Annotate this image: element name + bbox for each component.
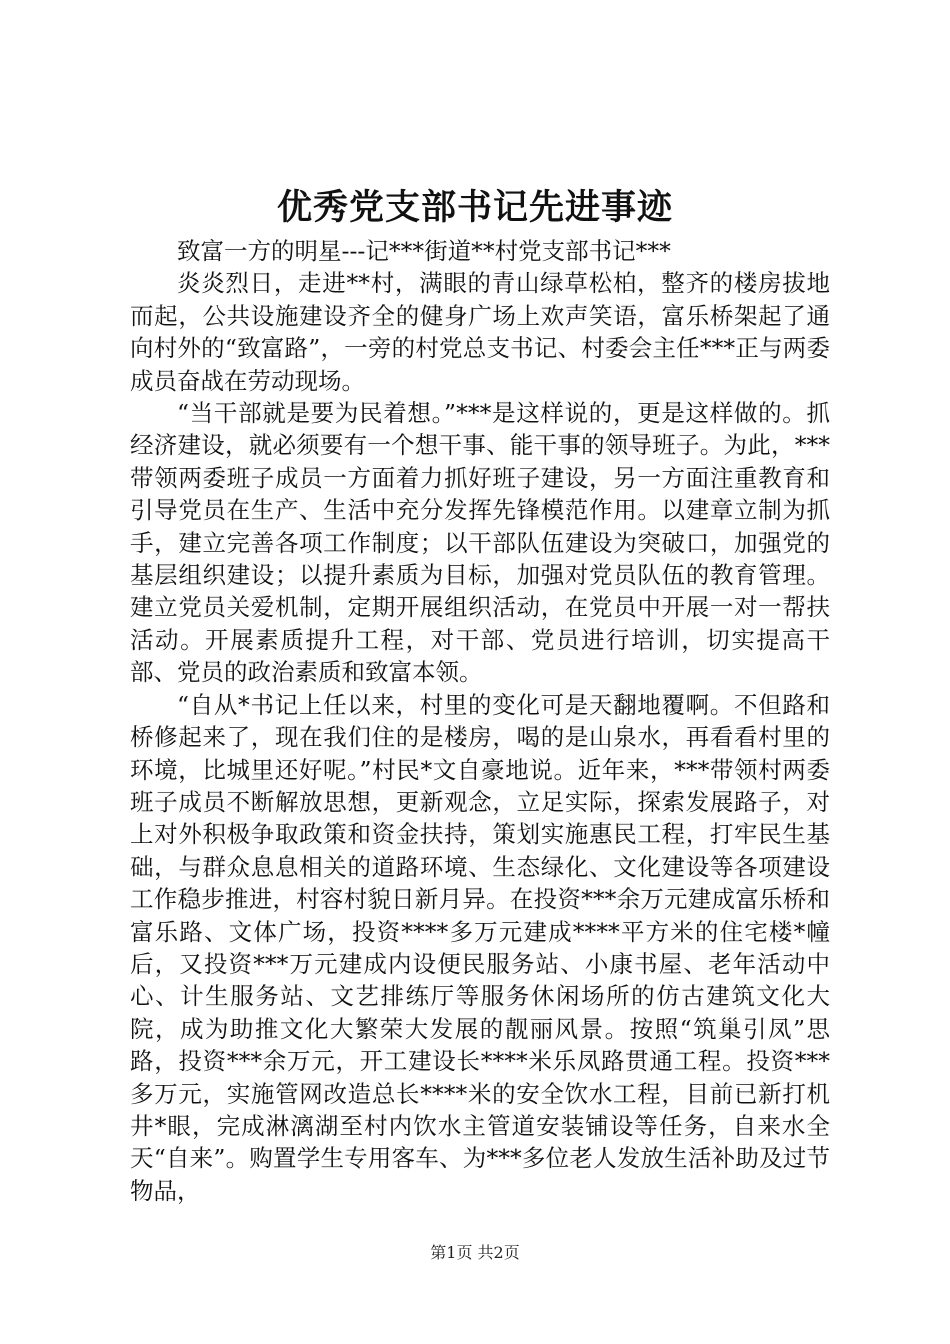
document-body [130,235,830,1207]
page-number-footer: 第1页 共2页 [430,1243,520,1262]
body-paragraph: 炎炎烈日，走进**村，满眼的青山绿草松柏，整齐的楼房拔地而起，公共设施建设齐全的健身广场上欢声笑语，富乐桥架起了通向村外的“致富路”，一旁的村党总支书记、村委会主任***正与两委成员奋战在劳动现场。 [130,269,830,395]
document-title: 优秀党支部书记先进事迹 [276,187,673,228]
body-paragraph: “自从*书记上任以来，村里的变化可是天翻地覆啊。不但路和桥修起来了，现在我们住的是楼房，喝的是山泉水，再看看村里的环境，比城里还好呢。”村民*文自豪地说。近年来，***带领村两委班子成员不断解放思想，更新观念，立足实际，探索发展路子，对上对外积极争取政策和资金扶持，策划实施惠民工程，打牢民生基础，与群众息息相关的道路环境、生态绿化、文化建设等各项建设工作稳步推进，村容村貌日新月异。在投资***余万元建成富乐桥和富乐路、文体广场，投资****多万元建成****平方米的住宅楼*幢后，又投资***万元建成内设便民服务站、小康书屋、老年活动中心、计生服务站、文艺排练厅等服务休闲场所的仿古建筑文化大院，成为助推文化大繁荣大发展的靓丽风景。按照“筑巢引凤”思路，投资***余万元，开工建设长****米乐凤路贯通工程。投资***多万元，实施管网改造总长****米的安全饮水工程，目前已新打机井*眼，完成淋漓湖至村内饮水主管道安装铺设等任务，自来水全天“自来”。购置学生专用客车、为***多位老人发放生活补助及过节物品， [130,690,830,1205]
body-paragraph: “当干部就是要为民着想。”***是这样说的，更是这样做的。抓经济建设，就必须要有一个想干事、能干事的领导班子。为此，***带领两委班子成员一方面着力抓好班子建设，另一方面注重教育和引导党员在生产、生活中充分发挥先锋模范作用。以建章立制为抓手，建立完善各项工作制度；以干部队伍建设为突破口，加强党的基层组织建设；以提升素质为目标，加强对党员队伍的教育管理。建立党员关爱机制，定期开展组织活动，在党员中开展一对一帮扶活动。开展素质提升工程，对干部、党员进行培训，切实提高干部、党员的政治素质和致富本领。 [130,399,830,687]
subtitle-line: 致富一方的明星---记***街道**村党支部书记*** [177,237,671,265]
